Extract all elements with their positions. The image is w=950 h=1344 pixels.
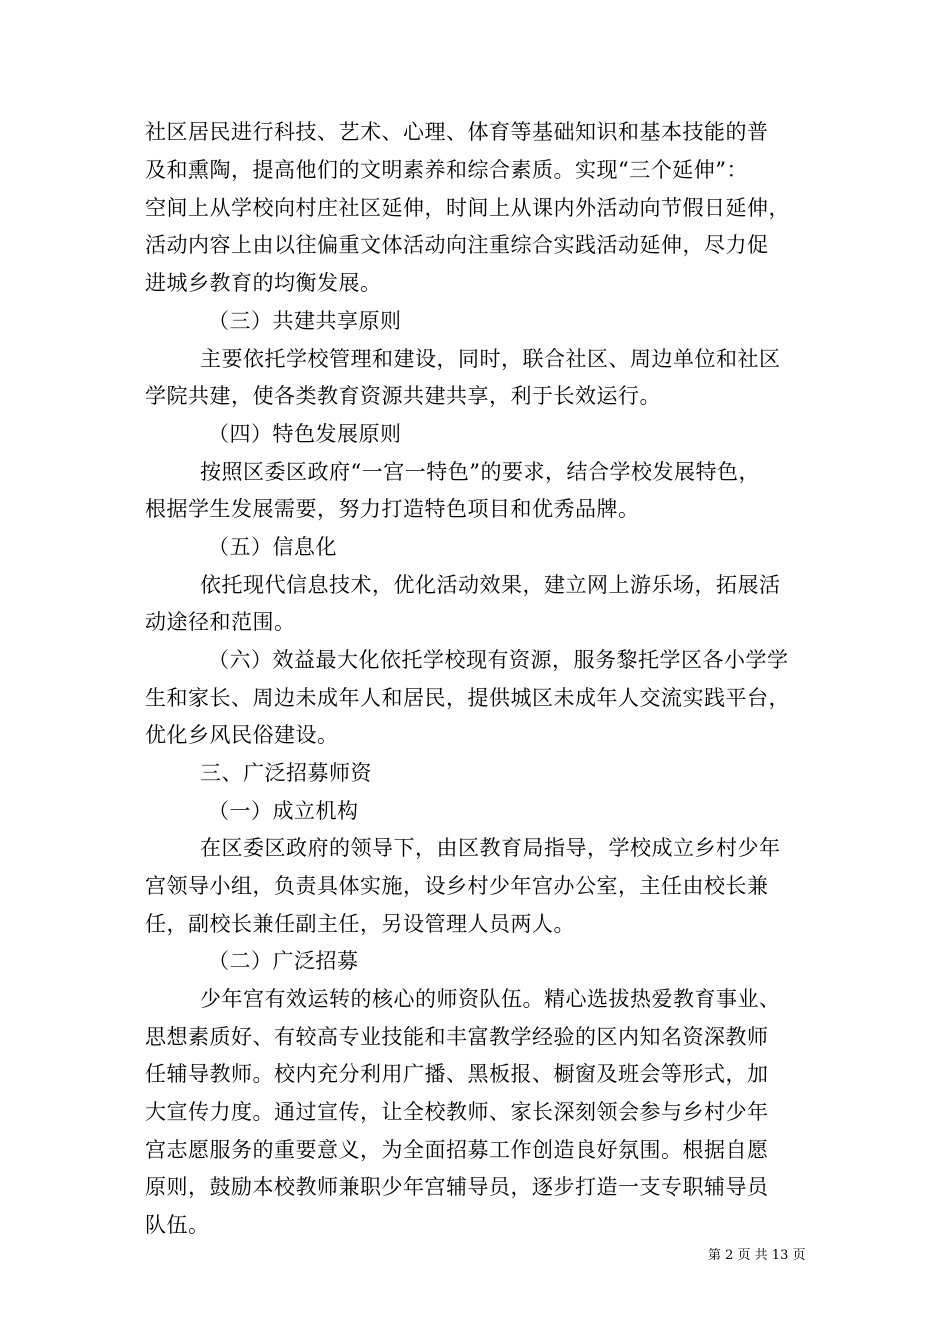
section-heading: 三、广泛招募师资 xyxy=(200,761,372,785)
body-text-line: 进城乡教育的均衡发展。 xyxy=(145,271,382,295)
body-text-line: （六）效益最大化依托学校现有资源，服务黎托学区各小学学 xyxy=(208,648,789,672)
body-text-line: 生和家长、周边未成年人和居民，提供城区未成年人交流实践平台， xyxy=(145,686,790,710)
body-text-line: 空间上从学校向村庄社区延伸，时间上从课内外活动向节假日延伸， xyxy=(145,196,790,220)
section-heading: （五）信息化 xyxy=(208,535,337,559)
body-text-line: 少年宫有效运转的核心的师资队伍。精心选拔热爱教育事业、 xyxy=(200,987,781,1011)
body-text-line: 大宣传力度。通过宣传，让全校教师、家长深刻领会参与乡村少年 xyxy=(145,1100,769,1124)
body-text-line: 宫领导小组，负责具体实施，设乡村少年宫办公室，主任由校长兼 xyxy=(145,874,769,898)
body-text-line: 宫志愿服务的重要意义，为全面招募工作创造良好氛围。根据自愿 xyxy=(145,1138,769,1162)
body-text-line: 活动内容上由以往偏重文体活动向注重综合实践活动延伸，尽力促 xyxy=(145,233,769,257)
section-heading: （二）广泛招募 xyxy=(208,949,359,973)
body-text-line: 任，副校长兼任副主任，另设管理人员两人。 xyxy=(145,912,575,936)
section-heading: （三）共建共享原则 xyxy=(208,309,402,333)
body-text-line: 学院共建，使各类教育资源共建共享，利于长效运行。 xyxy=(145,384,661,408)
page-number-footer: 第 2 页 共 13 页 xyxy=(708,1248,806,1263)
body-text-line: 队伍。 xyxy=(145,1213,210,1237)
body-text-line: 主要依托学校管理和建设，同时，联合社区、周边单位和社区 xyxy=(200,347,781,371)
body-text-line: 原则，鼓励本校教师兼职少年宫辅导员，逐步打造一支专职辅导员 xyxy=(145,1175,769,1199)
body-text-line: 思想素质好、有较高专业技能和丰富教学经验的区内知名资深教师 xyxy=(145,1025,769,1049)
body-text-line: 依托现代信息技术，优化活动效果，建立网上游乐场，拓展活 xyxy=(200,573,781,597)
body-text-line: 根据学生发展需要，努力打造特色项目和优秀品牌。 xyxy=(145,497,640,521)
body-text-line: 按照区委区政府“一宫一特色”的要求，结合学校发展特色， xyxy=(200,460,760,484)
body-text-line: 动途径和范围。 xyxy=(145,610,296,634)
section-heading: （四）特色发展原则 xyxy=(208,422,402,446)
body-text-line: 优化乡风民俗建设。 xyxy=(145,723,339,747)
body-text-line: 任辅导教师。校内充分利用广播、黑板报、橱窗及班会等形式，加 xyxy=(145,1062,769,1086)
body-text-line: 及和熏陶，提高他们的文明素养和综合素质。实现“三个延伸”： xyxy=(145,158,748,182)
section-heading: （一）成立机构 xyxy=(208,799,359,823)
body-text-line: 社区居民进行科技、艺术、心理、体育等基础知识和基本技能的普 xyxy=(145,120,769,144)
body-text-line: 在区委区政府的领导下，由区教育局指导，学校成立乡村少年 xyxy=(200,836,781,860)
